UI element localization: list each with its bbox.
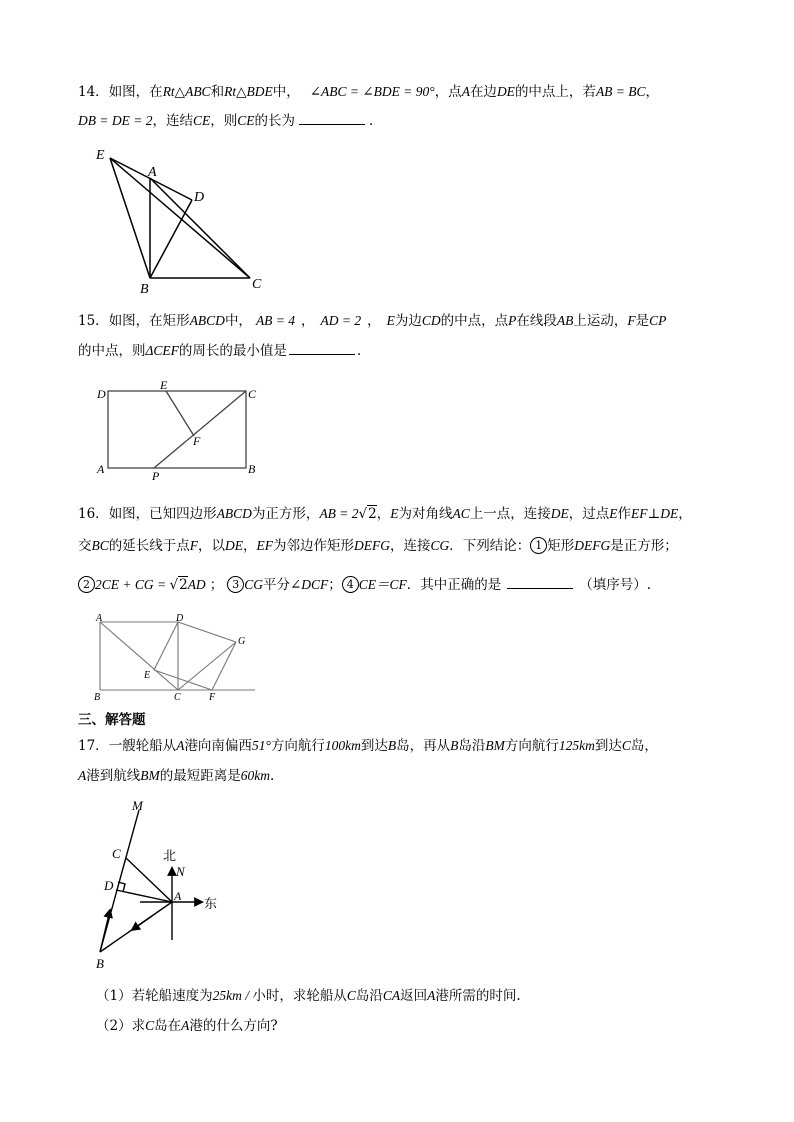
q16-text: ； (328, 577, 342, 593)
label-D: D (194, 190, 205, 205)
circled-one: 1 (530, 537, 547, 554)
seg-PC (154, 391, 246, 468)
label-east: 东 (204, 896, 218, 911)
q17-figure (92, 800, 232, 975)
label-A: A (97, 462, 105, 476)
q17-text: 岛沿 (458, 738, 486, 754)
q15-line2 (78, 340, 361, 361)
q14-text: ， (645, 84, 660, 100)
q17-var: A (78, 768, 87, 783)
q17-var: BM (485, 738, 505, 753)
seg-EC (110, 158, 250, 278)
q14-text: 中， (272, 84, 300, 100)
q16-text: 平分 (262, 577, 290, 593)
seg-DG (178, 622, 236, 642)
q14-text: 和 (210, 84, 225, 100)
label-E: E (160, 378, 168, 392)
q16-var: AD (187, 577, 206, 592)
q16-var: DEFG (574, 538, 611, 553)
q16-var: CE＝CF (358, 577, 407, 592)
q17-text: 一艘轮船从 (108, 738, 177, 754)
q16-var: BC (91, 538, 109, 553)
q15-text: 中， (224, 313, 252, 329)
q14-var: CE (237, 113, 255, 128)
q17-var: A (181, 1018, 190, 1033)
q16-text: ，过点 (568, 506, 610, 522)
q16-eq: 2CE + CG = (95, 577, 170, 592)
q16-text: 交 (78, 538, 92, 554)
q15-text: 在线段 (516, 313, 557, 329)
q16-var: EF⊥DE (631, 506, 679, 521)
q17-text: 岛，再从 (396, 738, 451, 754)
label-B: B (248, 462, 256, 476)
q16-text: ， (678, 506, 692, 522)
seg-CA (126, 858, 172, 902)
seg-CG (178, 642, 236, 690)
q16-line2 (78, 536, 678, 556)
q15-var: E (386, 313, 395, 328)
q15-text: ， (301, 313, 315, 329)
seg-BD (150, 200, 192, 278)
q16-text: 上一点，连接 (469, 506, 551, 522)
q16-figure (92, 612, 262, 704)
q17-var: A (427, 988, 436, 1003)
q17-var: C (621, 738, 631, 753)
q14-angle: ∠ABC = ∠BDE = 90° (309, 84, 435, 99)
q17-var: 60km (240, 768, 270, 783)
q16-text: （填序号）. (579, 577, 652, 593)
q14-tri2: Rt△BDE (224, 84, 273, 99)
q15-text: . (356, 343, 362, 359)
q14-text: ． (369, 113, 383, 129)
q15-line1 (78, 311, 666, 331)
q16-sqrt: 2 (179, 577, 188, 593)
q16-answer-blank[interactable] (507, 574, 573, 589)
q16-text: ； (209, 577, 224, 593)
q16-line1: 16．如图，已知四边形ABCD为正方形，AB = 2√2，E为对角线AC上一点，连接DE，过点E作EF⊥DE， (78, 506, 692, 522)
q17-text: 港到航线 (86, 768, 141, 784)
q17-line2 (78, 766, 274, 786)
label-B: B (96, 956, 104, 971)
q16-var: E (390, 506, 399, 521)
section-title: 三、解答题 (78, 712, 146, 728)
q14-line2 (78, 110, 383, 131)
q17-text: 港所需的时间. (435, 988, 521, 1004)
q16-text: ．其中正确的是 (406, 577, 502, 593)
q17-number: 17． (78, 738, 109, 754)
label-F: F (209, 692, 216, 703)
q16-line3: 2 2CE + CG = √2AD ； 3 CG平分∠DCF； 4 CE＝CF．其中正确的是 （填序号）. (78, 574, 651, 595)
q15-text: 的周长的最小值是 (178, 343, 287, 359)
q15-text: 如图，在矩形 (108, 313, 190, 329)
q17-var: BM (140, 768, 160, 783)
q16-text: 为对角线 (398, 506, 453, 522)
circled-three: 3 (227, 576, 244, 593)
q15-number: 15． (78, 313, 109, 329)
q15-var: ABCD (189, 313, 225, 328)
label-F: F (193, 434, 201, 448)
q16-text: 如图，已知四边形 (108, 506, 217, 522)
q14-text: 的长为 (254, 113, 295, 129)
label-B: B (94, 692, 101, 703)
q17-text: . (270, 768, 275, 784)
q16-var: DE (550, 506, 569, 521)
q17-sub1 (96, 986, 521, 1006)
label-A: A (174, 889, 182, 903)
q15-text: 是 (635, 313, 650, 329)
q17-text: （2）求 (96, 1018, 146, 1034)
q16-text: 矩形 (547, 538, 575, 554)
q15-var: AB (556, 313, 574, 328)
q16-var: AC (452, 506, 470, 521)
q17-var: 25km / (212, 988, 253, 1003)
q16-text: 作 (617, 506, 632, 522)
q16-eq: AB = 2 (319, 506, 359, 521)
q14-line1 (78, 82, 659, 102)
q15-eq: AD = 2 (320, 313, 362, 328)
label-E: E (144, 670, 151, 681)
q15-var: CD (421, 313, 441, 328)
label-C: C (112, 846, 121, 861)
label-M: M (132, 798, 143, 813)
q14-text: ，则 (210, 113, 238, 129)
q17-var: A (176, 738, 185, 753)
seg-EF (154, 670, 212, 690)
q17-var: 51° (251, 738, 271, 753)
q15-text: 上运动， (573, 313, 628, 329)
q16-sqrt: 2 (368, 506, 377, 522)
q17-var: C (346, 988, 356, 1003)
q17-text: 的最短距离是 (159, 768, 241, 784)
q16-text: 的延长线于点 (108, 538, 190, 554)
q15-answer-blank[interactable] (289, 340, 355, 355)
q15-eq: AB = 4 (255, 313, 296, 328)
q17-text: 到达 (594, 738, 622, 754)
q14-text: 的中点上，若 (514, 84, 596, 100)
q17-var: B (387, 738, 397, 753)
q17-text: 到达 (360, 738, 388, 754)
q17-text: （1）若轮船速度为 (96, 988, 213, 1004)
arrow-AB (132, 916, 152, 930)
label-A: A (96, 613, 103, 624)
seg-FG (212, 642, 236, 690)
seg-AC (100, 622, 178, 690)
label-D: D (104, 878, 114, 893)
q14-number: 14． (78, 84, 109, 100)
q16-text: ，连接 (390, 538, 431, 554)
q14-tri1: Rt△ABC (162, 84, 211, 99)
q15-text: ， (367, 313, 381, 329)
q16-text: ，以 (198, 538, 226, 554)
q16-var: DEFG (354, 538, 391, 553)
q14-text: ，连结 (152, 113, 193, 129)
q14-text: 如图，在 (108, 84, 163, 100)
q16-text: ， (243, 538, 257, 554)
circled-two: 2 (78, 576, 95, 593)
q16-text: 是正方形； (610, 538, 678, 554)
q15-var: F (627, 313, 636, 328)
q17-var: C (145, 1018, 155, 1033)
q16-text: ．下列结论： (449, 538, 531, 554)
q15-var: CP (649, 313, 667, 328)
q15-text: 的中点，则 (78, 343, 146, 359)
label-D: D (176, 613, 184, 624)
q17-sub2 (96, 1016, 278, 1036)
label-E: E (96, 148, 105, 163)
q14-var: CE (192, 113, 211, 128)
q16-var: CG (430, 538, 450, 553)
q14-var: A (461, 84, 470, 99)
label-north: 北 (163, 848, 177, 863)
label-C: C (248, 387, 257, 401)
seg-DE (154, 622, 178, 670)
q14-text: ，点 (434, 84, 462, 100)
q14-eq2: DB = DE = 2 (78, 113, 153, 128)
q14-var: DE (496, 84, 515, 99)
label-A: A (148, 165, 157, 180)
circled-four: 4 (342, 576, 359, 593)
q17-text: 方向航行 (504, 738, 559, 754)
q16-text: 为正方形， (251, 506, 320, 522)
label-N: N (176, 864, 185, 879)
q17-var: 125km (558, 738, 595, 753)
q16-var: ABCD (216, 506, 252, 521)
q17-var: 100km (324, 738, 361, 753)
label-D: D (97, 387, 106, 401)
q17-text: 岛， (630, 738, 658, 754)
q14-figure (90, 145, 280, 295)
q16-var: F (189, 538, 199, 553)
label-P: P (152, 469, 160, 483)
q14-text: 在边 (469, 84, 497, 100)
label-C: C (174, 692, 181, 703)
q14-answer-blank[interactable] (299, 110, 365, 125)
label-C: C (252, 277, 262, 292)
q17-text: 方向航行 (270, 738, 325, 754)
label-B: B (140, 282, 149, 297)
rect-ABCD (108, 391, 246, 468)
q15-text: 为边 (394, 313, 422, 329)
q17-line1 (78, 736, 658, 756)
q17-var: CA (382, 988, 401, 1003)
seg-DA (116, 890, 172, 902)
q17-text: 岛沿 (355, 988, 383, 1004)
q14-eq: AB = BC (595, 84, 646, 99)
label-G: G (238, 636, 246, 647)
q16-var: E (609, 506, 618, 521)
q16-text: 为邻边作矩形 (273, 538, 355, 554)
q17-text: 港的什么方向? (189, 1018, 278, 1034)
q15-tri: ΔCEF (145, 343, 179, 358)
q15-figure (96, 378, 271, 483)
q16-var: DE (225, 538, 244, 553)
seg-EF (166, 391, 194, 436)
q17-var: B (450, 738, 459, 753)
q16-var: EF (256, 538, 274, 553)
q17-text: 港向南偏西 (184, 738, 252, 754)
q17-text: 岛在 (154, 1018, 182, 1034)
q16-text: ， (376, 506, 391, 522)
q16-number: 16． (78, 506, 109, 522)
q17-text: 返回 (400, 988, 428, 1004)
q15-text: 的中点，点 (440, 313, 509, 329)
q17-text: 小时，求轮船从 (252, 988, 347, 1004)
q15-var: P (508, 313, 517, 328)
q16-var: ∠DCF (289, 577, 329, 592)
q16-var: CG (244, 577, 263, 592)
